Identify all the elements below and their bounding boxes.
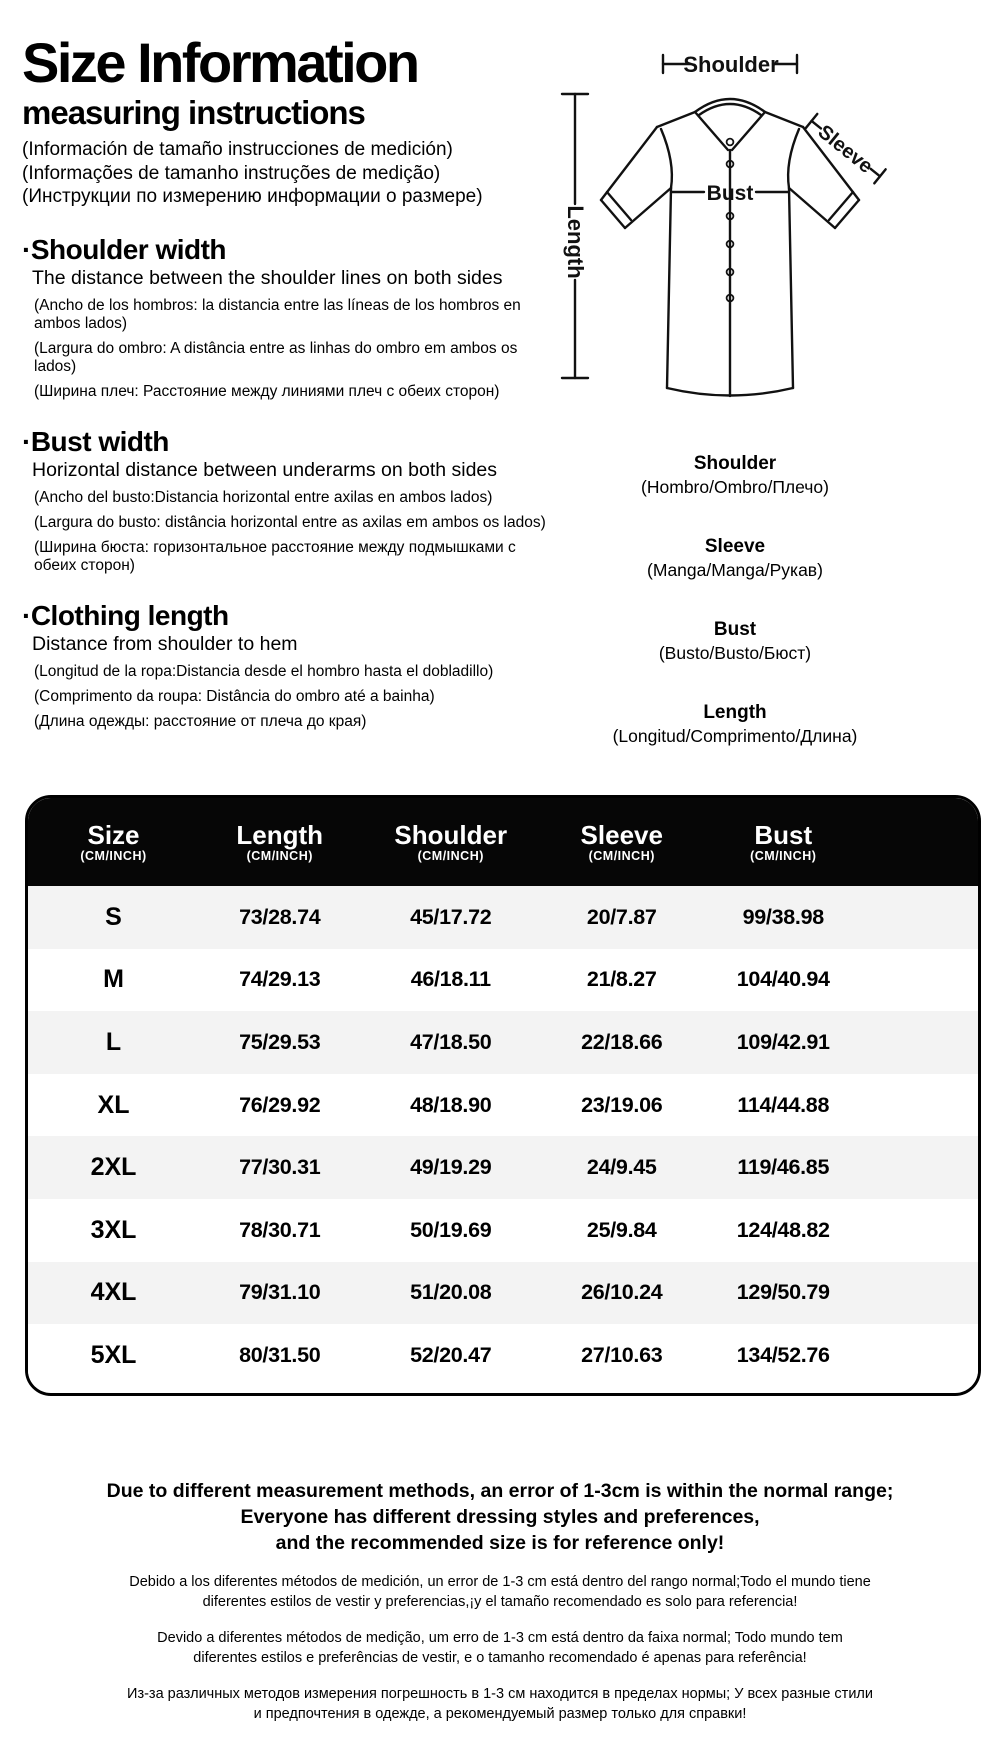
shoulder-value: 47/18.50 (410, 1029, 492, 1054)
size-value: M (103, 965, 124, 994)
length-value: 78/30.71 (239, 1217, 321, 1242)
length-value: 75/29.53 (239, 1029, 321, 1054)
size-table-header (28, 798, 978, 886)
section-clothing-length (22, 600, 547, 731)
legend-item-sleeve (545, 535, 925, 582)
length-value: 77/30.31 (239, 1155, 321, 1180)
legend-item-length (545, 701, 925, 748)
subtitle-translations (22, 138, 547, 209)
unit-label: (CM/INCH) (80, 849, 147, 863)
sleeve-value: 23/19.06 (581, 1092, 663, 1117)
bust-value: 134/52.76 (736, 1342, 830, 1367)
section-bust-width (22, 426, 547, 575)
size-value: 4XL (90, 1278, 137, 1307)
length-value: 73/28.74 (239, 904, 321, 929)
legend-term: Sleeve (704, 536, 766, 557)
legend-term: Shoulder (693, 453, 777, 474)
size-value: L (105, 1027, 122, 1056)
bust-value: 104/40.94 (736, 967, 830, 992)
unit-label: (CM/INCH) (417, 849, 484, 863)
unit-label: (CM/INCH) (750, 849, 817, 863)
bust-value: 99/38.98 (742, 904, 824, 929)
size-value: XL (97, 1090, 130, 1119)
size-value: 3XL (90, 1215, 137, 1244)
section-translation-ru: (Ширина бюста: горизонтальное расстояние между подмышками с обеих сторон) (34, 538, 516, 574)
section-description: Horizontal distance between underarms on both sides (32, 458, 498, 481)
legend-translations: (Manga/Manga/Рукав) (647, 560, 823, 580)
section-heading: ·Bust width (22, 425, 169, 457)
table-row (28, 1262, 978, 1325)
sleeve-value: 25/9.84 (586, 1217, 657, 1242)
table-row (28, 1136, 978, 1199)
section-translation-ru: (Длина одежды: расстояние от плеча до края) (34, 712, 367, 730)
diagram-label-bust: Bust (706, 182, 754, 205)
section-translation-es: (Longitud de la ropa:Distancia desde el hombro hasta el dobladillo) (34, 662, 494, 680)
bust-value: 109/42.91 (736, 1029, 830, 1054)
table-row (28, 1199, 978, 1262)
page-subtitle: measuring instructions (22, 94, 365, 132)
section-shoulder-width (22, 234, 547, 401)
legend-item-bust (545, 618, 925, 665)
diagram-column (545, 30, 1000, 784)
section-heading: ·Clothing length (22, 599, 229, 631)
sleeve-value: 26/10.24 (581, 1280, 663, 1305)
shirt-measurement-diagram (545, 30, 1000, 430)
disclaimer-en: Due to different measurement methods, an error of 1-3cm is within the normal range; Everyone has different dressing styles and preferences, and the recommended size is for reference only! (106, 1480, 894, 1554)
subtitle-translation-ru: (Инструкции по измерению информации о размере) (22, 186, 483, 208)
section-description: The distance between the shoulder lines on both sides (32, 266, 503, 289)
shoulder-value: 45/17.72 (410, 904, 492, 929)
length-value: 76/29.92 (239, 1092, 321, 1117)
legend-term: Bust (713, 619, 757, 640)
legend-translations: (Hombro/Ombro/Плечо) (641, 477, 829, 497)
section-translation-es: (Ancho del busto:Distancia horizontal entre axilas en ambos lados) (34, 488, 493, 506)
legend-term: Length (703, 702, 767, 723)
bust-value: 124/48.82 (736, 1217, 830, 1242)
sleeve-value: 24/9.45 (586, 1155, 657, 1180)
disclaimer-pt: Devido a diferentes métodos de medição, um erro de 1-3 cm está dentro da faixa normal; Todo mundo tem diferentes estilos e preferências de vestir, e o tamanho recomendado é apenas para referência! (157, 1630, 843, 1666)
shoulder-value: 51/20.08 (410, 1280, 492, 1305)
sleeve-value: 27/10.63 (581, 1342, 663, 1367)
size-table (25, 795, 981, 1396)
disclaimer-ru: Из-за различных методов измерения погрешность в 1-3 см находится в пределах нормы; У всех разные стили и предпочтения в одежде, а рекомендуемый размер только для справки! (127, 1686, 873, 1722)
header-shoulder: Shoulder (CM/INCH) (361, 821, 542, 863)
table-row (28, 1324, 978, 1387)
instructions-column (22, 31, 547, 731)
measurement-legend (545, 452, 925, 748)
section-description: Distance from shoulder to hem (32, 632, 298, 655)
length-value: 74/29.13 (239, 967, 321, 992)
table-row (28, 886, 978, 949)
diagram-label-sleeve: Sleeve (813, 120, 877, 178)
section-heading: ·Shoulder width (22, 233, 227, 265)
table-row (28, 1074, 978, 1137)
disclaimer (0, 1478, 1000, 1724)
unit-label: (CM/INCH) (588, 849, 655, 863)
shoulder-value: 50/19.69 (410, 1217, 492, 1242)
legend-translations: (Longitud/Comprimento/Длина) (612, 726, 858, 746)
bust-value: 119/46.85 (737, 1155, 830, 1180)
subtitle-translation-pt: (Informações de tamanho instruções de medição) (22, 162, 441, 184)
section-translation-pt: (Largura do ombro: A distância entre as linhas do ombro em ambos os lados) (34, 339, 518, 375)
table-row (28, 949, 978, 1012)
diagram-label-length: Length (563, 205, 588, 279)
header-size: Size (CM/INCH) (28, 821, 199, 863)
legend-translations: (Busto/Busto/Бюст) (658, 643, 812, 663)
shoulder-value: 49/19.29 (410, 1155, 492, 1180)
section-translation-pt: (Comprimento da roupa: Distância do ombro até a bainha) (34, 687, 435, 705)
size-value: 5XL (90, 1340, 137, 1369)
sleeve-value: 21/8.27 (586, 967, 657, 992)
section-translation-es: (Ancho de los hombros: la distancia entre las líneas de los hombros en ambos lados) (34, 296, 521, 332)
bust-value: 114/44.88 (737, 1092, 830, 1117)
length-value: 80/31.50 (239, 1342, 321, 1367)
sleeve-value: 20/7.87 (586, 904, 657, 929)
header-bust: Bust (CM/INCH) (703, 821, 865, 863)
table-row (28, 1011, 978, 1074)
legend-item-shoulder (545, 452, 925, 499)
shoulder-value: 46/18.11 (410, 967, 491, 992)
header-length: Length (CM/INCH) (199, 821, 361, 863)
length-value: 79/31.10 (239, 1280, 321, 1305)
unit-label: (CM/INCH) (246, 849, 313, 863)
subtitle-translation-es: (Información de tamaño instrucciones de medición) (22, 139, 453, 161)
section-translation-ru: (Ширина плеч: Расстояние между линиями плеч с обеих сторон) (34, 382, 500, 400)
sleeve-value: 22/18.66 (581, 1029, 663, 1054)
disclaimer-es: Debido a los diferentes métodos de medición, un error de 1-3 cm está dentro del rango normal;Todo el mundo tiene diferentes estilos de vestir y preferencias,¡y el tamaño recomendado es solo para referencia! (129, 1574, 871, 1610)
bust-value: 129/50.79 (736, 1280, 830, 1305)
shoulder-value: 52/20.47 (410, 1342, 492, 1367)
size-value: 2XL (90, 1153, 137, 1182)
size-value: S (105, 902, 122, 931)
page-title: Size Information (22, 31, 418, 94)
header-sleeve: Sleeve (CM/INCH) (541, 821, 703, 863)
shoulder-value: 48/18.90 (410, 1092, 492, 1117)
diagram-label-shoulder: Shoulder (683, 52, 779, 77)
section-translation-pt: (Largura do busto: distância horizontal entre as axilas em ambos os lados) (34, 513, 546, 531)
